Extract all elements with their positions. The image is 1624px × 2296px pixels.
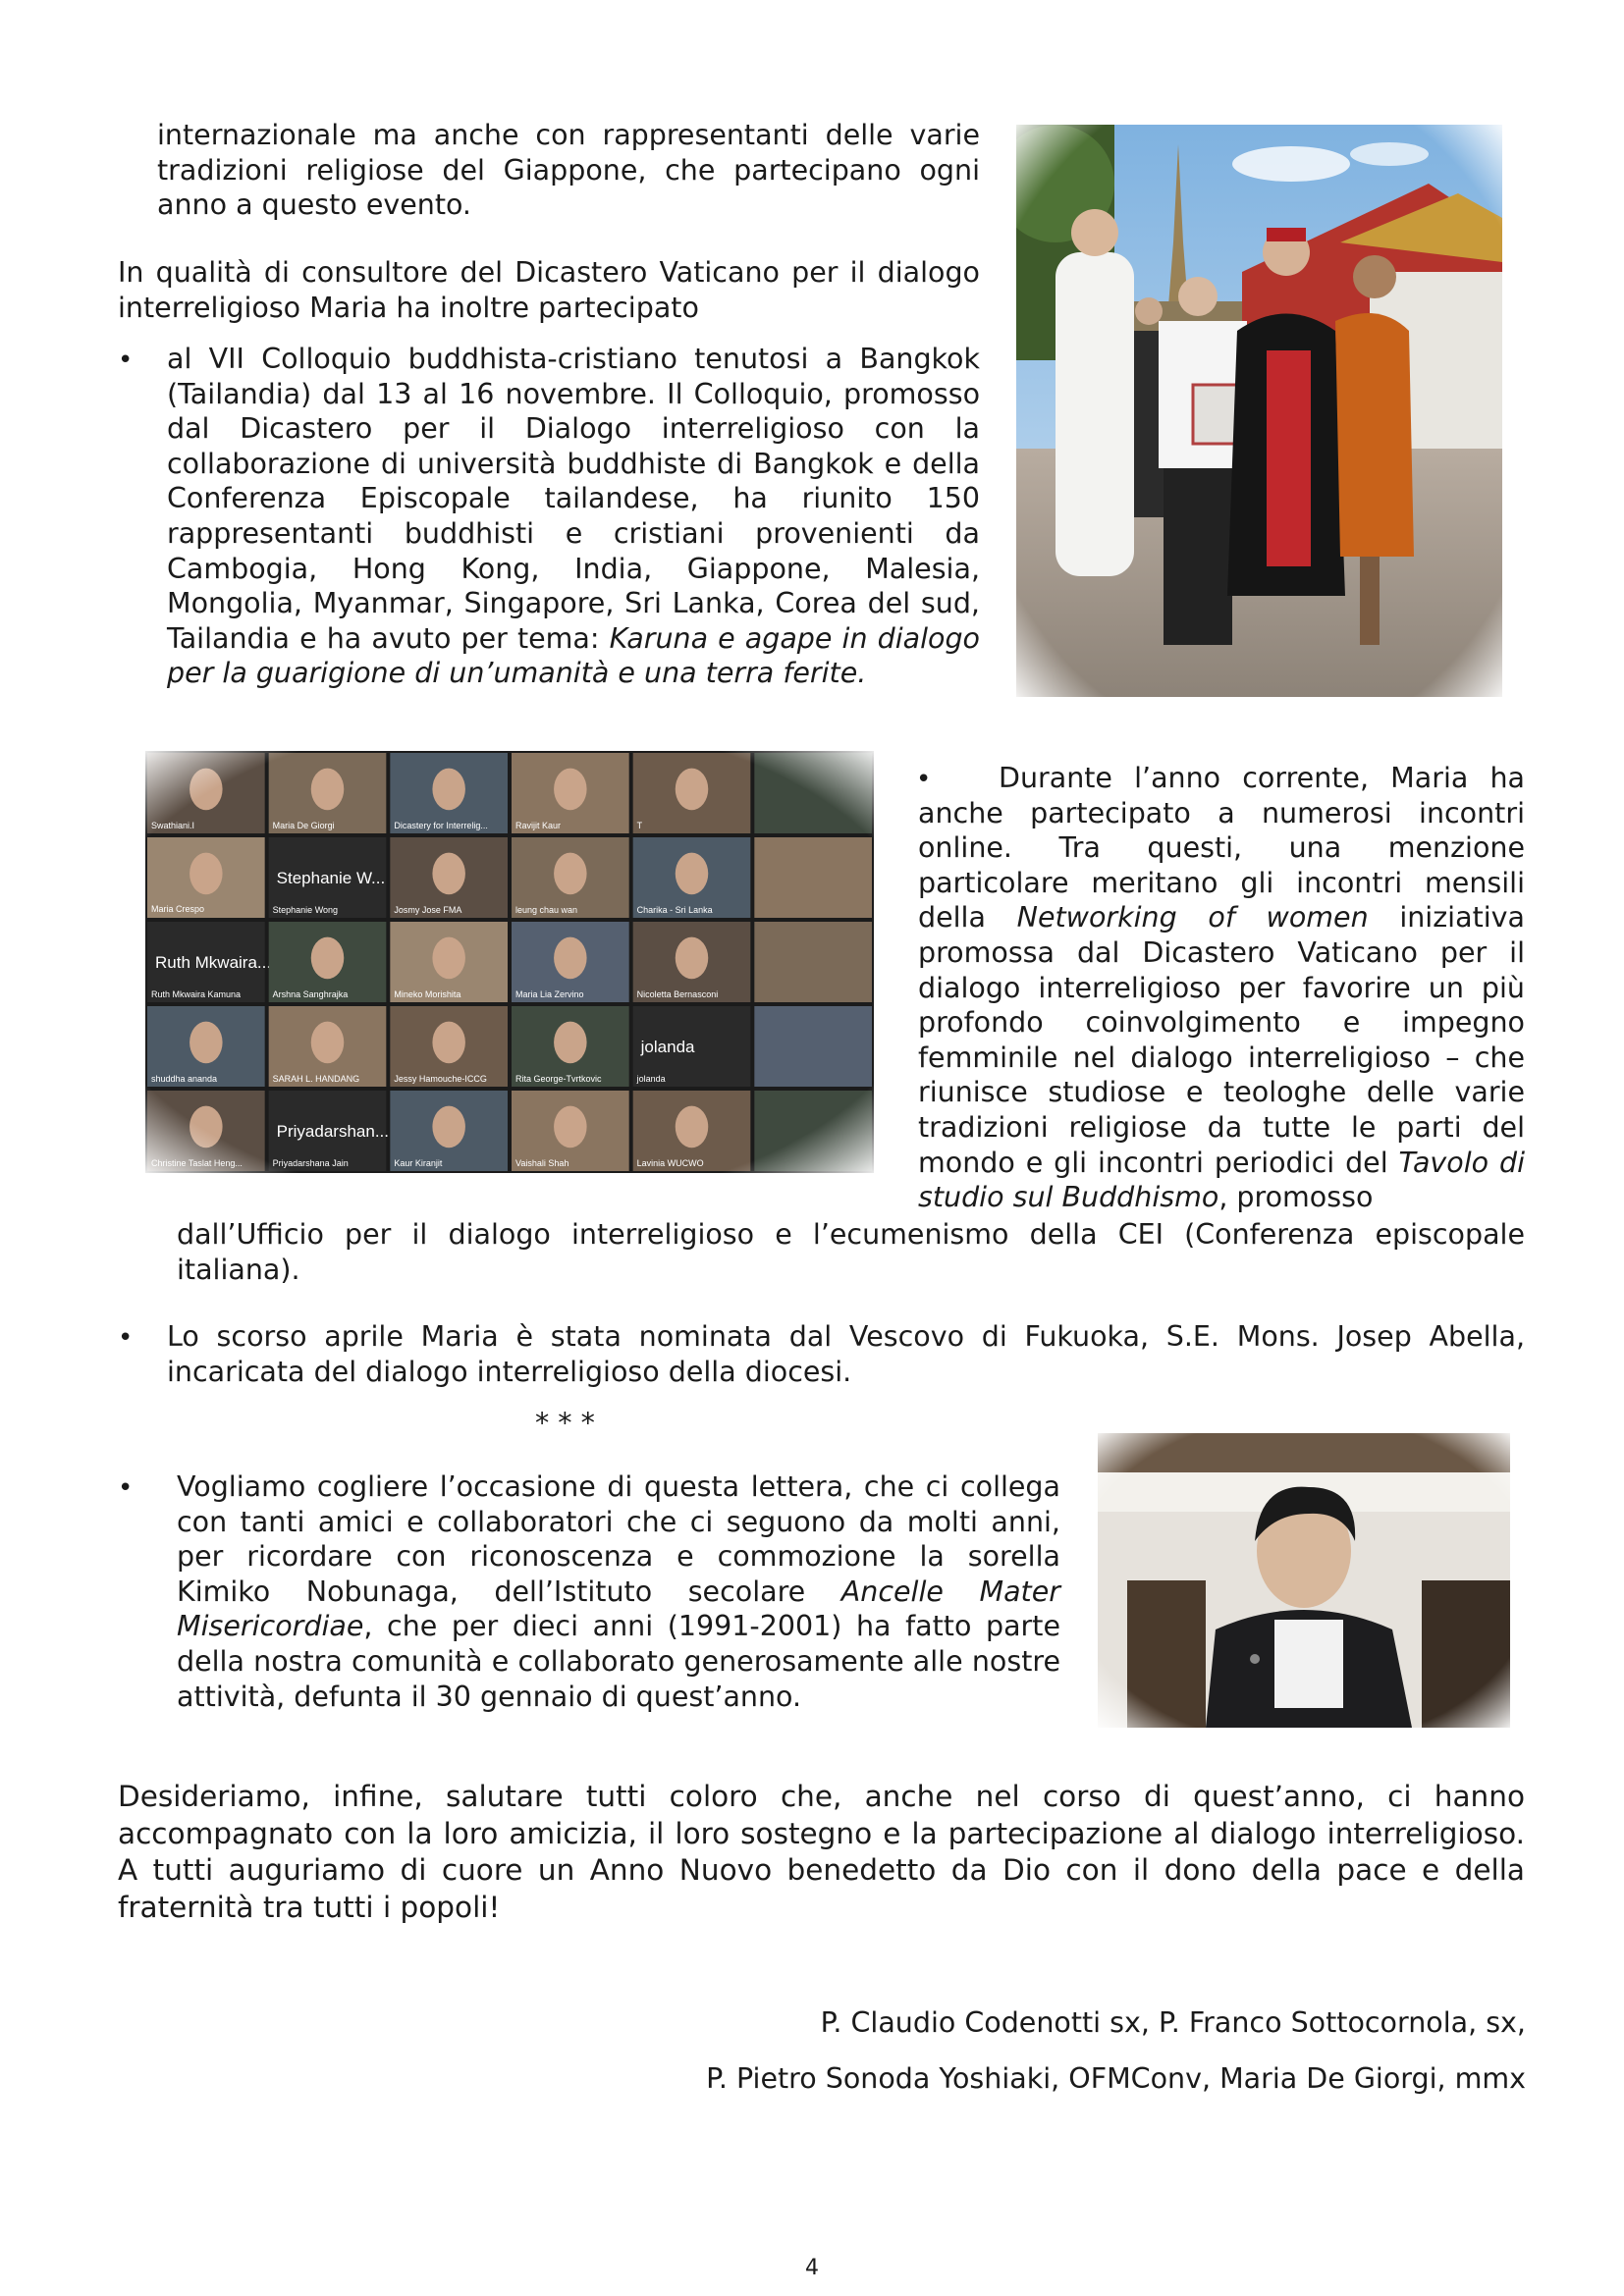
section-separator: * * * bbox=[535, 1407, 595, 1439]
bullet: • bbox=[118, 1473, 134, 1503]
signature-line-2: P. Pietro Sonoda Yoshiaki, OFMConv, Maria De Giorgi, mmx bbox=[706, 2062, 1526, 2095]
bangkok-colloquium-photo bbox=[1016, 125, 1502, 697]
bangkok-paragraph: al VII Colloquio buddhista-cristiano tenutosi a Bangkok (Tailandia) dal 13 al 16 novembre. Il Colloquio, promosso dal Dicastero per il Dialogo interreligioso con la collaborazione di università buddhiste di Bangkok e della Conferenza Episcopale tailandese, ha riunito 150 rappresentanti buddhisti e cristiani provenienti da Cambogia, Hong Kong, India, Giappone, Malesia, Mongolia, Myanmar, Singapore, Sri Lanka, Corea del sud, Tailandia e ha avuto per tema: Karuna e agape in dialogo per la guarigione di un’umanità e una terra ferite. bbox=[167, 343, 980, 690]
closing-paragraph: Desideriamo, infine, salutare tutti coloro che, anche nel corso di quest’anno, ci hanno accompagnato con la loro amicizia, il loro sostegno e la partecipazione al dialogo interreligioso. A tutti auguriamo di cuore un Anno Nuovo benedetto da Dio con il dono della pace e della fraternità tra tutti i popoli! bbox=[118, 1780, 1525, 1924]
intro-paragraph: internazionale ma anche con rappresentanti delle varie tradizioni religiose del Giappone, che partecipano ogni anno a questo evento. bbox=[157, 119, 980, 222]
networking-of-women: Networking of women bbox=[1016, 901, 1369, 934]
zoom-meeting-screenshot bbox=[145, 751, 874, 1173]
institute-name: Ancelle Mater Misericordiae bbox=[177, 1575, 1060, 1643]
tavolo-di-studio: Tavolo di studio sul Buddhismo bbox=[918, 1146, 1525, 1214]
theme-title: Karuna e agape in dialogo per la guarigione di un’umanità e una terra ferite. bbox=[167, 621, 980, 690]
kimiko-nobunaga-portrait bbox=[1098, 1433, 1510, 1728]
bullet: • bbox=[118, 1323, 134, 1353]
signature-line-1: P. Claudio Codenotti sx, P. Franco Sottocornola, sx, bbox=[820, 2006, 1526, 2039]
page-number: 4 bbox=[805, 2256, 819, 2280]
consultore-paragraph: In qualità di consultore del Dicastero Vaticano per il dialogo interreligioso Maria ha inoltre partecipato bbox=[118, 256, 980, 324]
online-paragraph-continuation: dall’Ufficio per il dialogo interreligioso e l’ecumenismo della CEI (Conferenza episcopale italiana). bbox=[177, 1218, 1525, 1286]
online-paragraph: Durante l’anno corrente, Maria ha anche partecipato a numerosi incontri online. Tra questi, una menzione particolare meritano gli incontri mensili della Networking of women iniziativa promossa dal Dicastero Vaticano per il dialogo interreligioso per favorire un più profondo coinvolgimento e impegno femminile nel dialogo interreligioso – che riunisce studiose e teologhe delle varie tradizioni religiose da tutte le parti del mondo e gli incontri periodici del Tavolo di studio sul Buddhismo, promosso bbox=[918, 762, 1525, 1214]
bullet: • bbox=[118, 346, 134, 375]
kimiko-paragraph: Vogliamo cogliere l’occasione di questa lettera, che ci collega con tanti amici e collaboratori che ci seguono da molti anni, per ricordare con riconoscenza e commozione la sorella Kimiko Nobunaga, dell’Istituto secolare Ancelle Mater Misericordiae, che per dieci anni (1991-2001) ha fatto parte della nostra comunità e collaborato generosamente alle nostre attività, defunta il 30 gennaio di quest’anno. bbox=[177, 1470, 1060, 1713]
fukuoka-paragraph: Lo scorso aprile Maria è stata nominata dal Vescovo di Fukuoka, S.E. Mons. Josep Abella, incaricata del dialogo interreligioso della diocesi. bbox=[167, 1320, 1525, 1388]
bullet: • bbox=[916, 765, 932, 794]
